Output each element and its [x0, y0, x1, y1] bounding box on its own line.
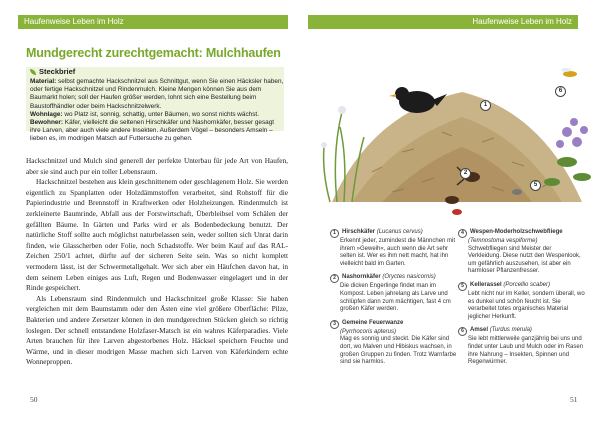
- flower: [338, 106, 346, 114]
- right-page: [300, 0, 600, 426]
- legend-entry: [458, 282, 586, 321]
- steckbrief-heading: [30, 67, 75, 76]
- entry-number: 2: [330, 274, 339, 283]
- entry-name: Gemeine Feuerwanze: [342, 319, 404, 326]
- entry-description: Sie lebt mittlerweile ganzjährig bei uns und findet unter Laub und Mulch oder im Rasen ihre Nahrung – Insekten, Spinnen und Regenwürmer.: [468, 336, 584, 366]
- entry-name: Hirschkäfer: [342, 229, 376, 235]
- page-number: 50: [30, 395, 38, 404]
- entry-number: 4: [458, 229, 467, 238]
- material-label: Material:: [30, 78, 57, 85]
- woodlouse: [512, 189, 522, 195]
- callout-number: 2: [460, 168, 471, 179]
- entry-number: 1: [330, 229, 339, 238]
- entry-latin: (Lucanus cervus): [376, 229, 423, 235]
- entry-latin: (Porcellio scaber): [503, 281, 551, 288]
- legend-entry: [458, 229, 586, 276]
- entry-name: Amsel: [470, 327, 489, 334]
- material-text: selbst gemachte Hackschnitzel aus Schnittgut, wenn Sie einen Häcksler haben, oder fertige Hackschnitzel und Rindenmulch. Kleine Mengen können Sie aus dem Baumarkt holen; soll der Haufen größer werden, lohnt sich eine Bestellung beim Baustoffhändler oder beim Hackschnitzelwerk.: [30, 78, 284, 110]
- legend-entry: [330, 274, 458, 313]
- paragraph: Als Lebensraum sind Rindenmulch und Hackschnitzel große Klasse: Sie haben vergleichen mit dem Baumstamm oder den Ästen eine viel größere Oberfläche: Pilze, Bakterien und andere Zersetzer können in den mundgerechten Stücken gleich so richtig loslegen. Der schnell entstandene Holzfaser-Matsch ist ein wahres Käferparadies. Viele Arten brauchen für ihre Larven abgestorbenes Holz. Häcksel speichern Feuchte und Wärme, und in dieser modrigen Masse machen sich Larven von Käferkindern echte Wonneproppen.: [26, 293, 288, 367]
- entry-description: Schwebfliegen sind Meister der Verkleidung. Diese nutzt den Wespenlook, um gefährlich auszusehen, ist aber ein harmloser Pflanzenfresser.: [468, 245, 581, 275]
- entry-latin: (Temnostoma vespiforme): [468, 238, 538, 244]
- entry-latin: (Turdus merula): [489, 327, 532, 334]
- entry-latin: (Oryctes nasicornis): [382, 274, 436, 281]
- legend-entry: [330, 229, 458, 268]
- leaf-icon: [30, 69, 36, 75]
- steckbrief-title: Steckbrief: [39, 67, 76, 76]
- entry-latin: (Pyrrhocoris apterus): [340, 328, 397, 335]
- legend-column-2: [458, 229, 586, 373]
- steckbrief-text: [30, 78, 284, 144]
- entry-description: Lebt nicht nur im Keller, sondern überall, wo es dunkel und schön feucht ist. Sie verarbeitet totes organisches Material jeglicher Herkunft.: [468, 290, 585, 320]
- legend-entry: [330, 320, 458, 367]
- callout-number: 5: [530, 180, 541, 191]
- entry-description: Mag es sonnig und steckt. Die Käfer sind dort, wo Malven und Hibiskus wachsen, in großen Gruppen zu finden. Trotz Warnfarbe sind sie harmlos.: [340, 336, 457, 366]
- bewohner-text: Käfer, vielleicht die seltenen Hirschkäfer und Nashornkäfer, besser gesagt ihre Larven, aber auch viele andere Insekten. Außerdem Vögel – besonders Amseln – lieben es, im modrigen Matsch auf Futtersuche zu gehen.: [30, 119, 275, 143]
- entry-number: 5: [458, 282, 467, 291]
- page-number: 51: [570, 395, 578, 404]
- entry-name: Wespen-Moderholzschwebfliege: [470, 229, 563, 235]
- callout-number: 6: [555, 86, 566, 97]
- entry-name: Nashornkäfer: [342, 274, 381, 281]
- entry-description: Die dicken Engerlinge findet man im Kompost. Leben jahrelang als Larve und schlüpfen dann zum mächtigen, fast 4 cm großen Käfer werden.: [340, 283, 451, 313]
- legend-entry: [458, 327, 586, 366]
- wohnlage-text: wo Platz ist, sonnig, schattig, unter Bäumen, wo sonst nichts wächst.: [62, 110, 259, 118]
- mulch-pile-illustration: [312, 52, 598, 227]
- entry-number: 3: [330, 320, 339, 329]
- section-title: Mundgerecht zurechtgemacht: Mulchhaufen: [26, 46, 281, 60]
- body-text: [26, 156, 288, 368]
- entry-name: Kellerassel: [470, 281, 502, 288]
- running-header: Haufenweise Leben im Holz: [18, 15, 288, 29]
- paragraph: Hackschnitzel bestehen aus klein geschnittenem oder geschlagenem Holz. Sie werden eigentlich zu Spanplatten oder Holzdämmstoffen verarbeitet, sind Rohstoff für die Papierindustrie und Brennstoff in Kraftwerken oder Holzheizungen. Rindenmulch ist zerkleinerte Baumrinde, Abfall aus der Forstwirtschaft, Überbleibsel vom Schälen der gefällten Bäume. In Gärten und Parks wird er als Bodenbedeckung benutzt. Der natürliche Stoff sollte auch möglichst naturbelassen sein, weder sollten sich Unrat darin finden, wie Glasscherben oder Folie, noch Schadstoffe. Wer beim Kauf auf das RAL-Zeichen 250/1 achtet, dürfte auf der sicheren Seite sein. Was so nicht komplett vermodern lässt, ist der Schwermetallgehalt. Wer sich aber ein Häufchen davon hat, in dem seinem Leben einiges aus Luft, Regen und Bodenwasser eingelagert und in der Rinde gespeichert.: [26, 177, 288, 293]
- firebug: [452, 209, 462, 215]
- paragraph: Hackschnitzel und Mulch sind generell der perfekte Unterbau für jede Art von Haufen, aber sie sind auch pur ein toller Lebensraum.: [26, 156, 288, 176]
- running-header: Haufenweise Leben im Holz: [308, 15, 578, 29]
- callout-number: 1: [480, 100, 491, 111]
- flowers-right: [556, 118, 588, 148]
- wohnlage-label: Wohnlage:: [30, 110, 63, 118]
- hoverfly: [561, 68, 577, 77]
- legend-column-1: [330, 229, 458, 373]
- entry-description: Erkennt jeder, zumindest die Männchen mit ihrem »Geweih«, auch wenn die Art sehr selten ist. Wer es ihm nett macht, hat ihn vielleicht bald im Garten.: [340, 238, 456, 267]
- entry-number: 6: [458, 327, 467, 336]
- bewohner-label: Bewohner:: [30, 119, 64, 127]
